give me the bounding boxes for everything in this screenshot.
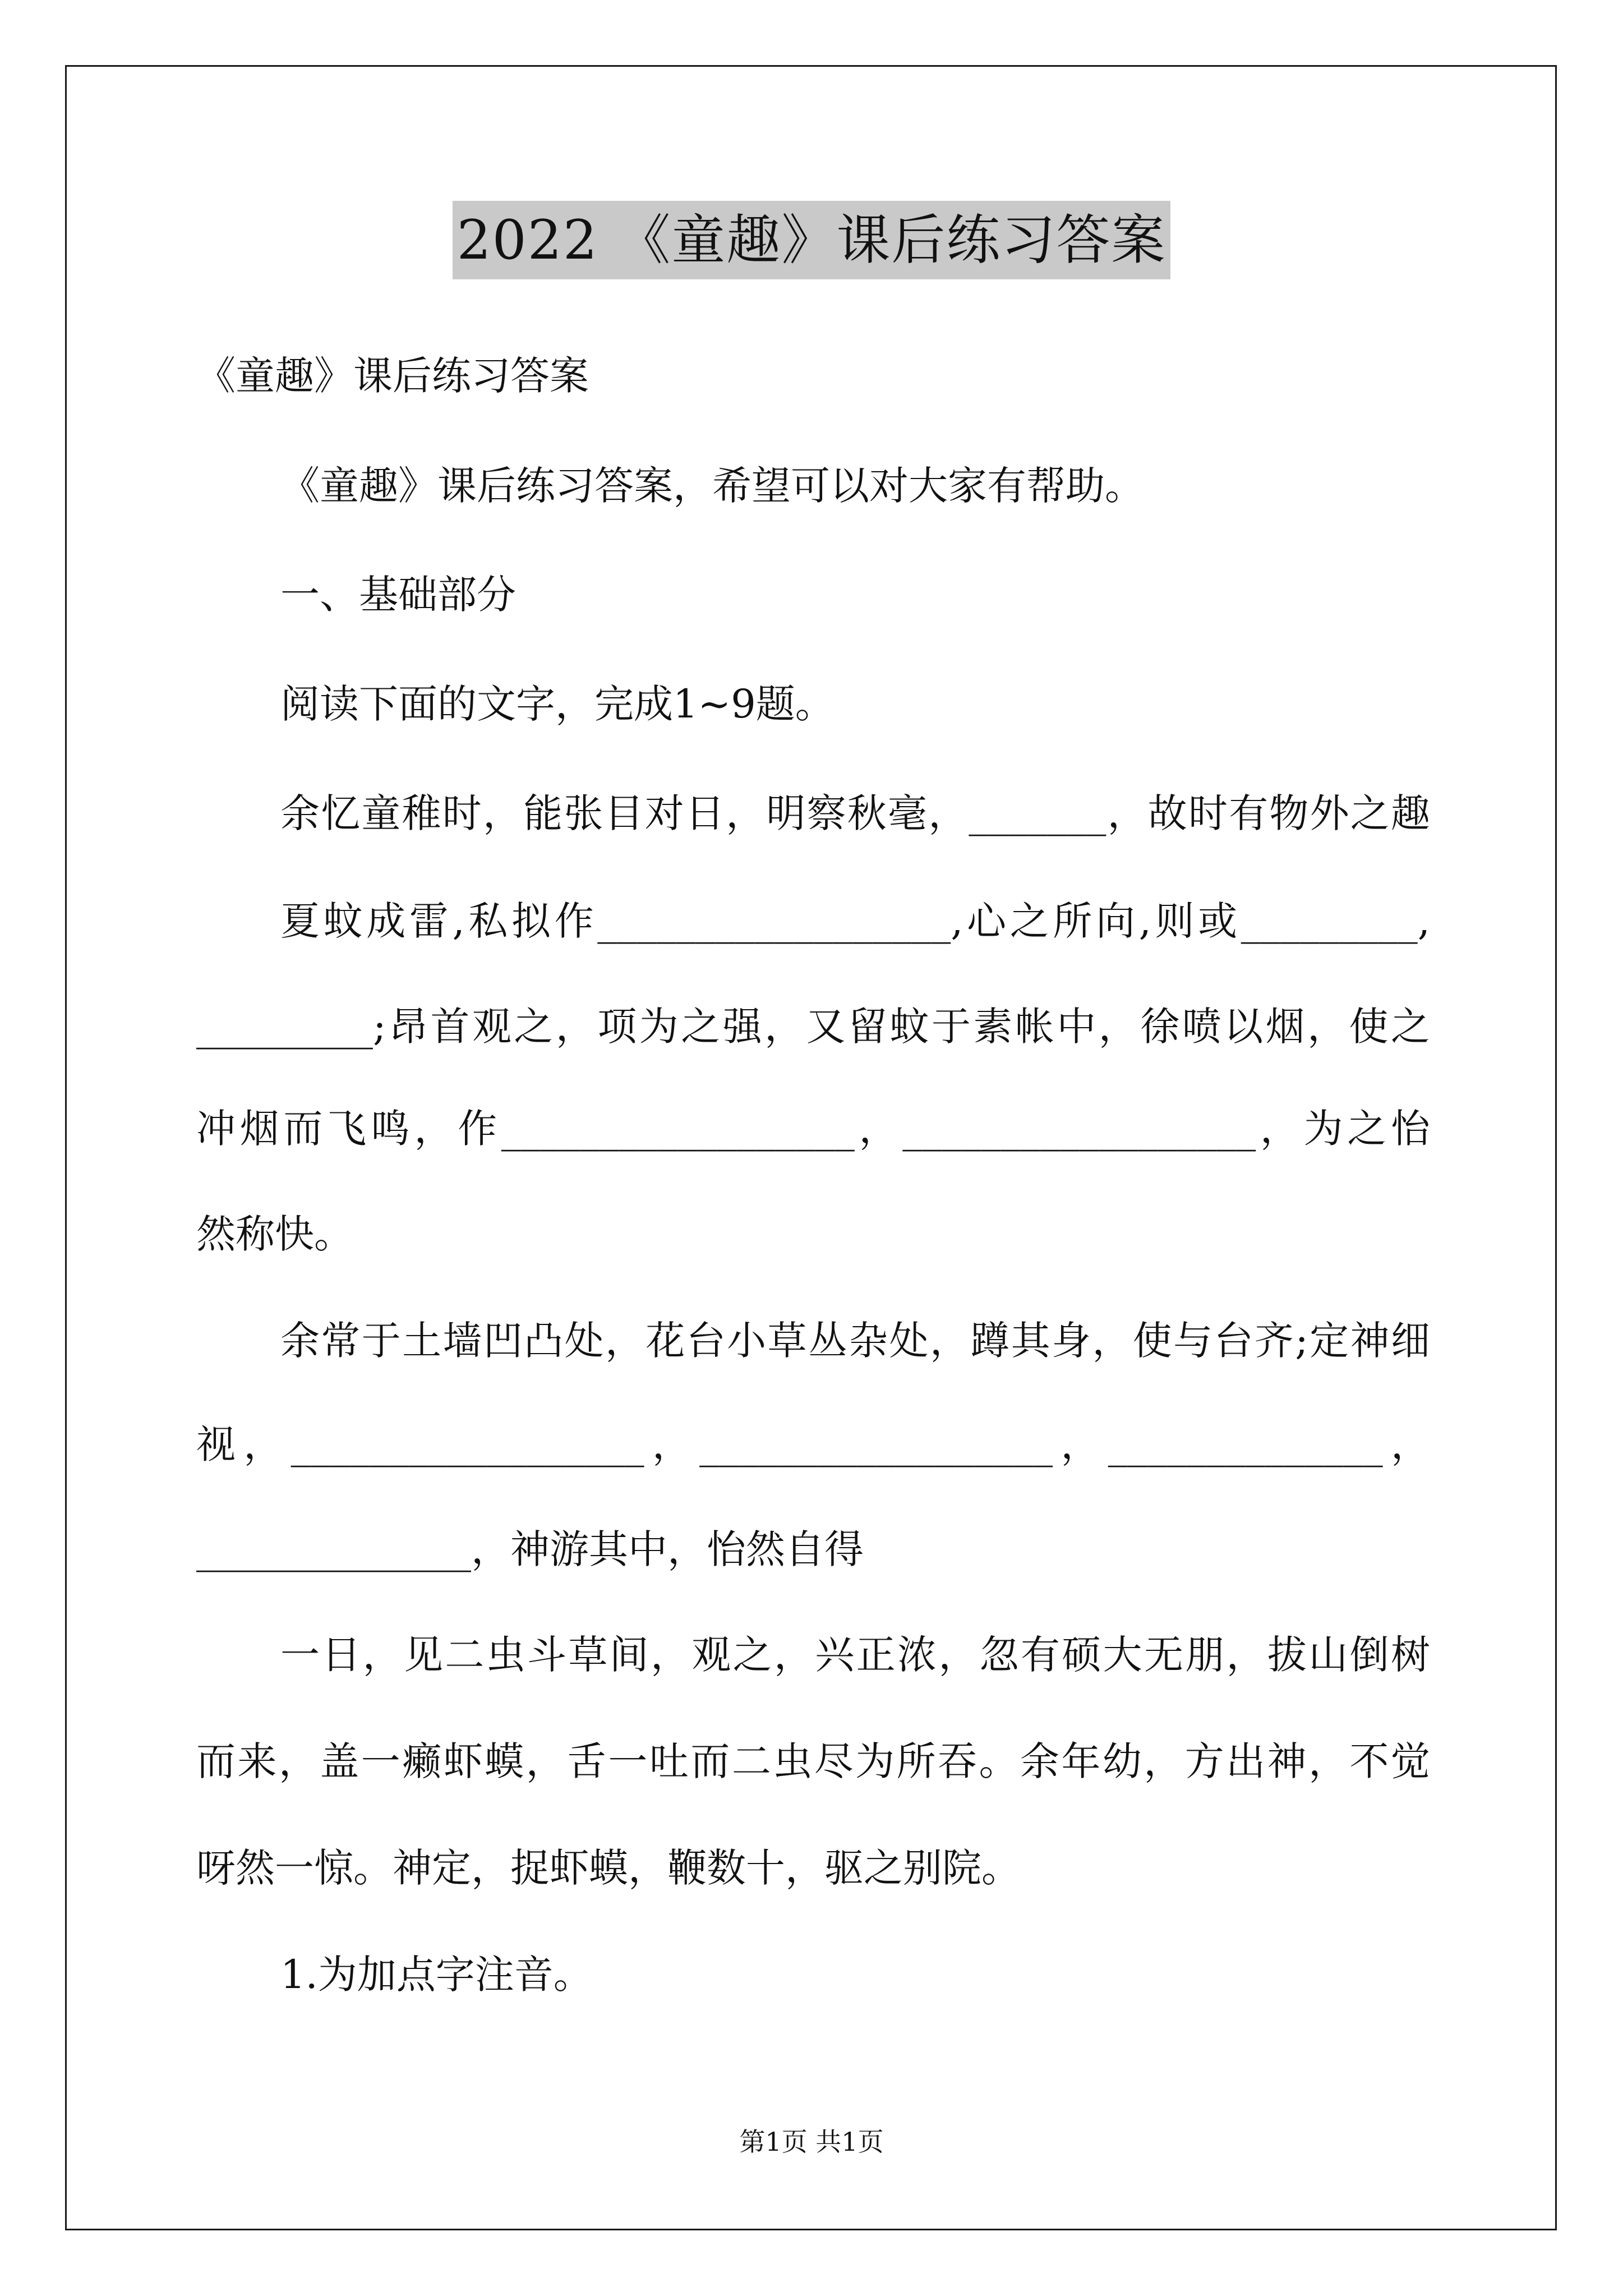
- page-number: 第1页 共1页: [739, 2127, 884, 2157]
- document-title: 2022 《童趣》课后练习答案: [453, 201, 1171, 279]
- paragraph-line: 一日，见二虫斗草间，观之，兴正浓，忽有硕大无朋，拔山倒树: [280, 1632, 1430, 1678]
- paragraph-line: 而来，盖一癞虾蟆，舌一吐而二虫尽为所吞。余年幼，方出神，不觉: [196, 1738, 1430, 1784]
- paragraph-line: 然称快。: [196, 1211, 353, 1257]
- question-line: 1.为加点字注音。: [280, 1952, 593, 1998]
- subtitle-line: 《童趣》课后练习答案: [196, 353, 589, 399]
- intro-line: 《童趣》课后练习答案，希望可以对大家有帮助。: [280, 463, 1144, 509]
- title-container: [0, 201, 1623, 279]
- paragraph-line: 余常于土墙凹凸处，花台小草丛杂处，蹲其身，使与台齐;定神细: [280, 1318, 1430, 1364]
- paragraph-line: 余忆童稚时，能张目对日，明察秋毫，_______，故时有物外之趣: [280, 790, 1430, 836]
- paragraph-line: 视，__________________，__________________，______________，: [196, 1421, 1430, 1467]
- paragraph-line: 冲烟而飞鸣，作__________________，__________________，为之怡: [196, 1106, 1430, 1152]
- instruction-line: 阅读下面的文字，完成1~9题。: [280, 681, 834, 727]
- paragraph-line: 呀然一惊。神定，捉虾蟆，鞭数十，驱之别院。: [196, 1845, 1021, 1891]
- paragraph-line: ______________，神游其中，怡然自得: [196, 1526, 864, 1572]
- section-heading: 一、基础部分: [280, 572, 516, 618]
- paragraph-line: 夏蚊成雷,私拟作__________________,心之所向,则或_________,: [280, 898, 1430, 944]
- paragraph-line: _________;昂首观之，项为之强，又留蚊于素帐中，徐喷以烟，使之: [196, 1004, 1430, 1050]
